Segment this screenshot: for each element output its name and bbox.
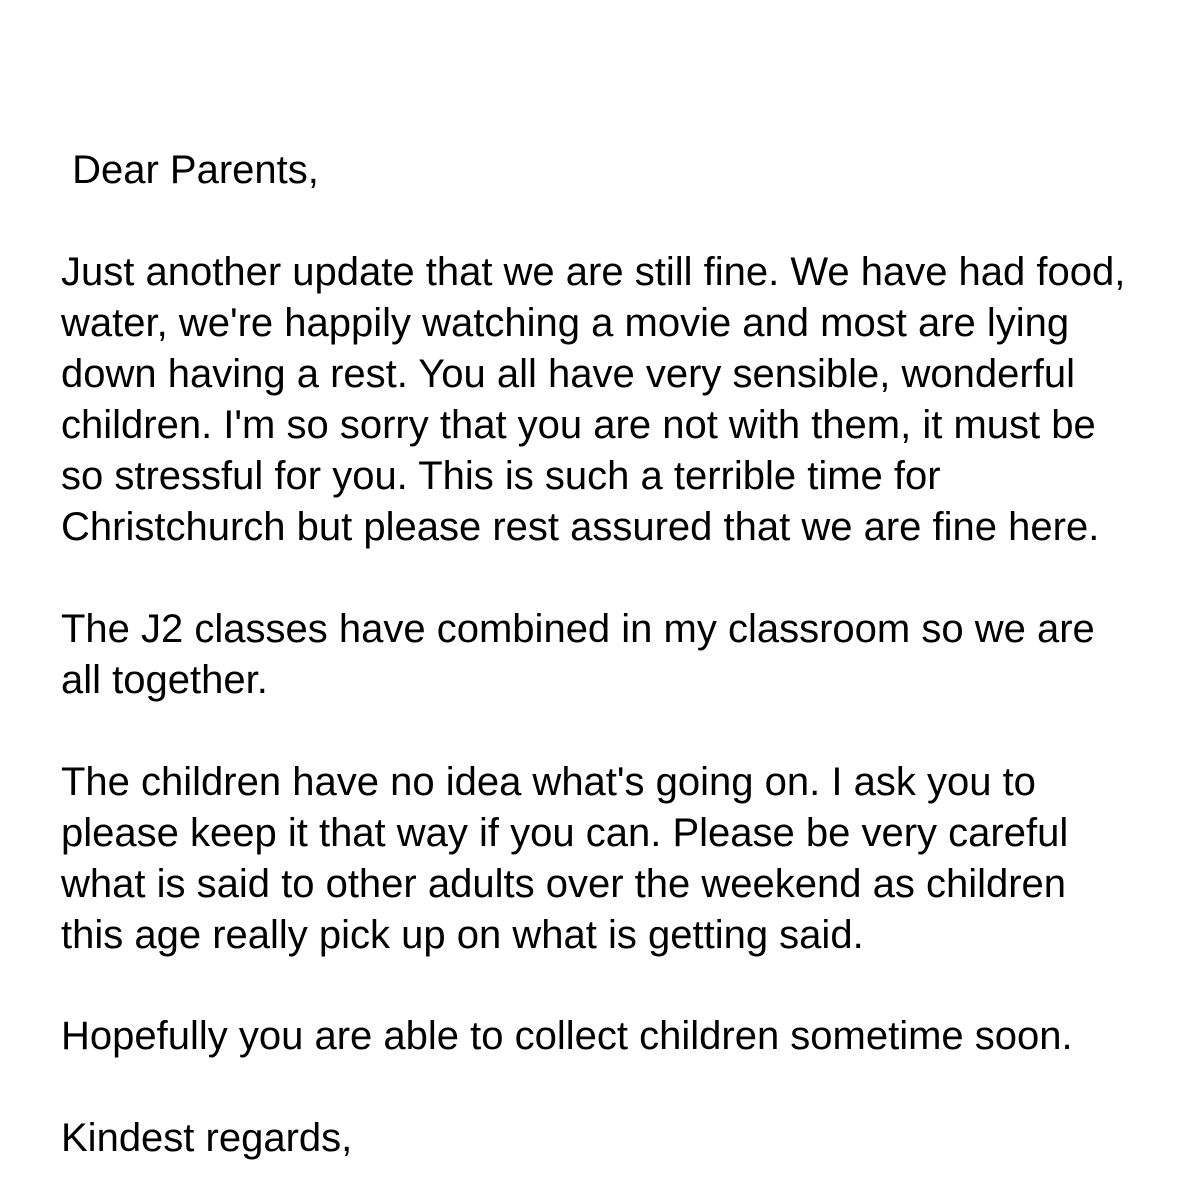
paragraph-3-line-2: please keep it that way if you can. Please be very careful xyxy=(61,811,1069,855)
paragraph-2-line-1: The J2 classes have combined in my classroom so we are xyxy=(61,607,1095,651)
paragraph-4-line-1: Hopefully you are able to collect children sometime soon. xyxy=(61,1014,1073,1058)
paragraph-1-line-4: children. I'm so sorry that you are not with them, it must be xyxy=(61,403,1096,447)
closing: Kindest regards, xyxy=(61,1116,353,1160)
paragraph-1-line-3: down having a rest. You all have very sensible, wonderful xyxy=(61,352,1075,396)
paragraph-3-line-3: what is said to other adults over the weekend as children xyxy=(61,862,1067,906)
paragraph-1-line-2: water, we're happily watching a movie and most are lying xyxy=(61,301,1070,345)
greeting: Dear Parents, xyxy=(61,148,319,192)
paragraph-3-line-1: The children have no idea what's going on. I ask you to xyxy=(61,760,1036,804)
paragraph-3-line-4: this age really pick up on what is getting said. xyxy=(61,913,864,957)
paragraph-1-line-6: Christchurch but please rest assured that we are fine here. xyxy=(61,505,1100,549)
paragraph-1-line-5: so stressful for you. This is such a terrible time for xyxy=(61,454,941,498)
paragraph-1-line-1: Just another update that we are still fine. We have had food, xyxy=(61,250,1126,294)
paragraph-2-line-2: all together. xyxy=(61,658,268,702)
